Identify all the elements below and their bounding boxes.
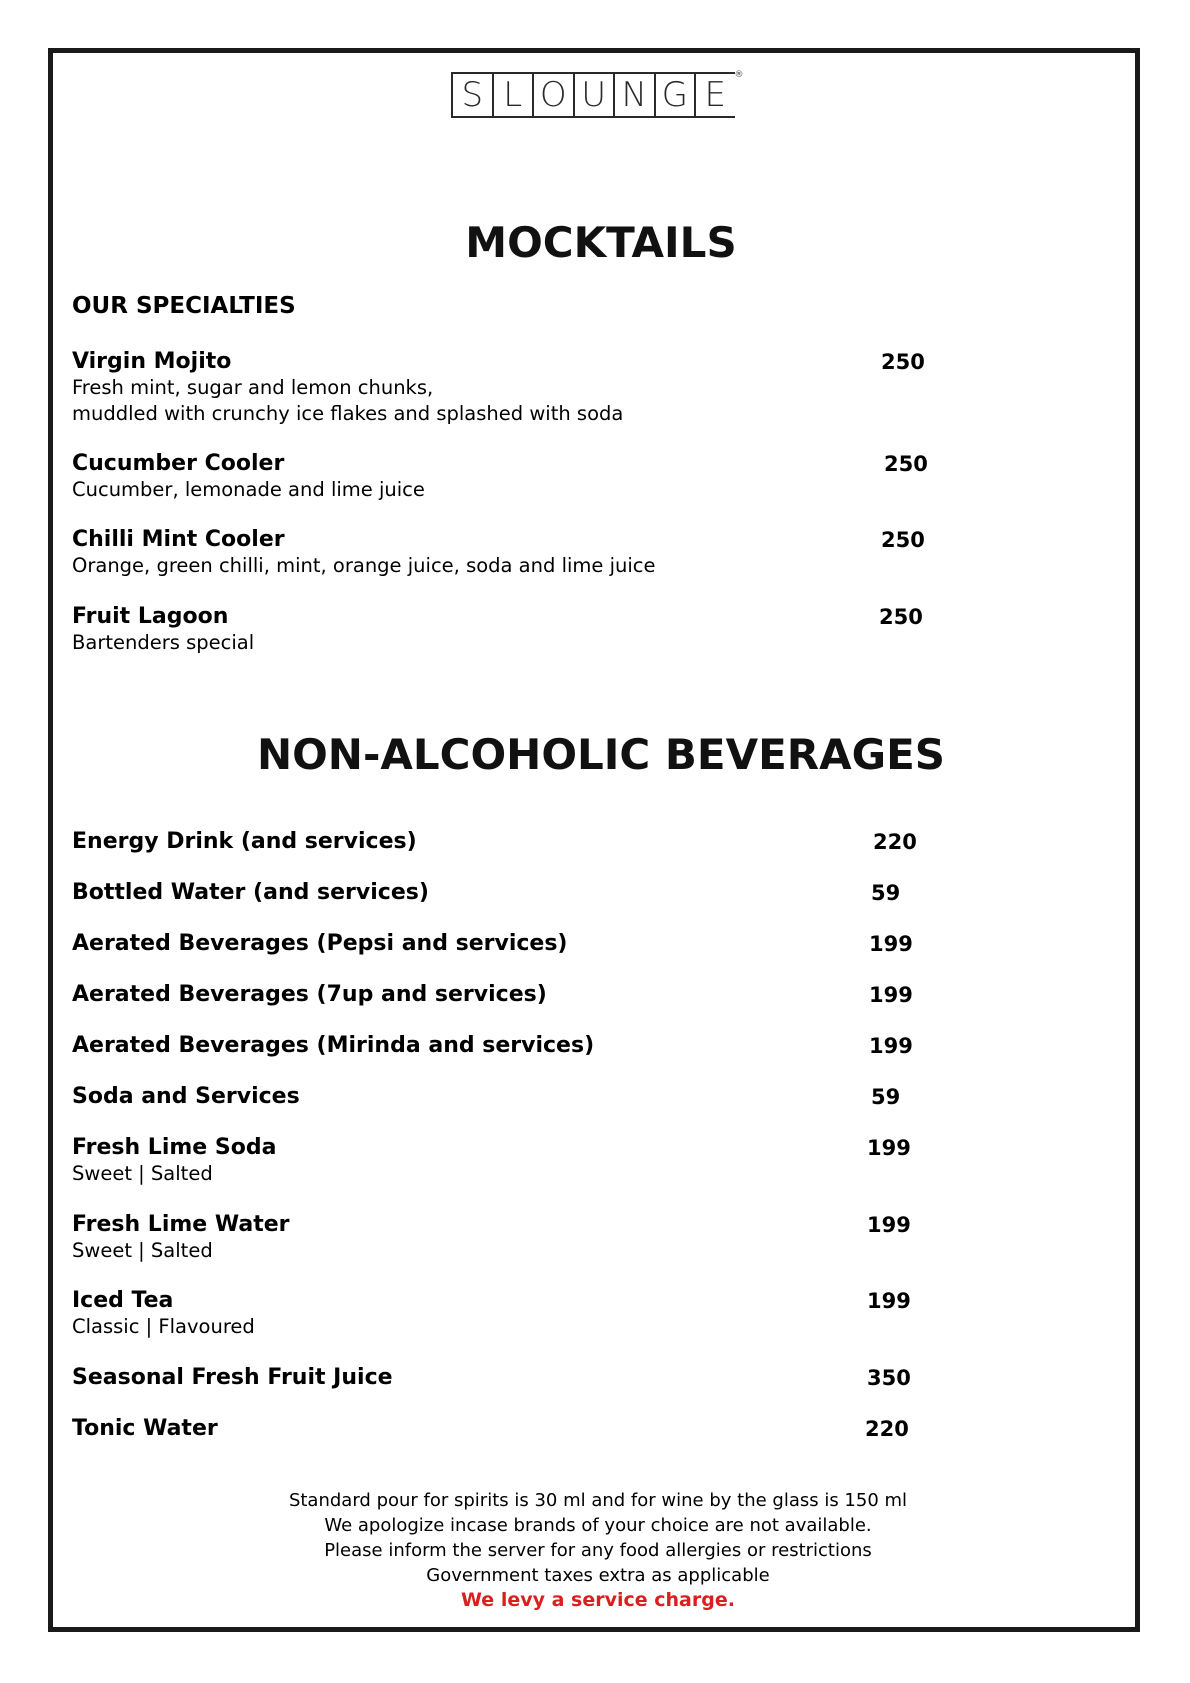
- item-name: Soda and Services: [72, 1084, 300, 1109]
- item-price: 199: [867, 1136, 911, 1160]
- logo-letter: G: [654, 72, 695, 118]
- beverages-title: NON-ALCOHOLIC BEVERAGES: [256, 730, 946, 779]
- menu-item: [72, 1084, 952, 1110]
- item-name: Aerated Beverages (7up and services): [72, 982, 547, 1007]
- menu-item: [72, 1365, 952, 1391]
- item-name: Fruit Lagoon: [72, 604, 229, 629]
- specialties-subtitle: OUR SPECIALTIES: [72, 293, 296, 319]
- menu-item: [72, 829, 952, 855]
- menu-item: [72, 349, 952, 427]
- item-price: 220: [865, 1417, 909, 1441]
- logo-letter: E: [694, 72, 735, 118]
- item-description: Fresh mint, sugar and lemon chunks,: [72, 376, 434, 399]
- item-name: Energy Drink (and services): [72, 829, 417, 854]
- item-name: Aerated Beverages (Pepsi and services): [72, 931, 568, 956]
- menu-item: [72, 451, 952, 503]
- item-price: 350: [867, 1366, 911, 1390]
- item-price: 199: [869, 932, 913, 956]
- item-name: Chilli Mint Cooler: [72, 527, 285, 552]
- item-name: Iced Tea: [72, 1288, 174, 1313]
- item-price: 59: [871, 1085, 901, 1109]
- item-name: Tonic Water: [72, 1416, 218, 1441]
- menu-item: [72, 931, 952, 957]
- item-price: 250: [881, 350, 925, 374]
- menu-item: [72, 1135, 952, 1187]
- menu-item: [72, 1033, 952, 1059]
- logo-letter: O: [532, 72, 573, 118]
- menu-item: [72, 880, 952, 906]
- item-name: Fresh Lime Water: [72, 1212, 290, 1237]
- item-name: Virgin Mojito: [72, 349, 232, 374]
- menu-item: [72, 1416, 952, 1442]
- logo-letter: L: [492, 72, 533, 118]
- note-line: Please inform the server for any food allergies or restrictions: [324, 1540, 872, 1561]
- item-price: 59: [871, 881, 901, 905]
- item-price: 220: [873, 830, 917, 854]
- item-description: Cucumber, lemonade and lime juice: [72, 478, 425, 501]
- item-description: muddled with crunchy ice flakes and splashed with soda: [72, 402, 624, 425]
- note-line: Government taxes extra as applicable: [426, 1565, 770, 1586]
- item-description: Sweet | Salted: [72, 1162, 213, 1185]
- menu-item: [72, 982, 952, 1008]
- item-description: Sweet | Salted: [72, 1239, 213, 1262]
- registered-mark: ®: [734, 70, 744, 80]
- service-charge-note: We levy a service charge.: [461, 1589, 735, 1611]
- item-description: Orange, green chilli, mint, orange juice, soda and lime juice: [72, 554, 656, 577]
- brand-logo: [451, 70, 744, 118]
- menu-notes: [0, 1488, 1190, 1613]
- item-price: 250: [879, 605, 923, 629]
- logo-letter: U: [573, 72, 614, 118]
- item-name: Seasonal Fresh Fruit Juice: [72, 1365, 393, 1390]
- mocktails-title: MOCKTAILS: [465, 218, 737, 267]
- item-name: Bottled Water (and services): [72, 880, 429, 905]
- item-price: 250: [884, 452, 928, 476]
- item-price: 199: [869, 1034, 913, 1058]
- note-line: Standard pour for spirits is 30 ml and for wine by the glass is 150 ml: [288, 1490, 908, 1511]
- item-name: Aerated Beverages (Mirinda and services): [72, 1033, 595, 1058]
- menu-item: [72, 527, 952, 579]
- logo-letter: N: [613, 72, 654, 118]
- menu-item: [72, 1288, 952, 1340]
- item-price: 199: [867, 1289, 911, 1313]
- item-description: Classic | Flavoured: [72, 1315, 255, 1338]
- item-description: Bartenders special: [72, 631, 255, 654]
- item-name: Fresh Lime Soda: [72, 1135, 277, 1160]
- logo-letter: S: [451, 72, 492, 118]
- item-price: 199: [869, 983, 913, 1007]
- menu-item: [72, 604, 952, 656]
- item-price: 250: [881, 528, 925, 552]
- item-price: 199: [867, 1213, 911, 1237]
- note-line: We apologize incase brands of your choice are not available.: [324, 1515, 872, 1536]
- item-name: Cucumber Cooler: [72, 451, 285, 476]
- menu-item: [72, 1212, 952, 1264]
